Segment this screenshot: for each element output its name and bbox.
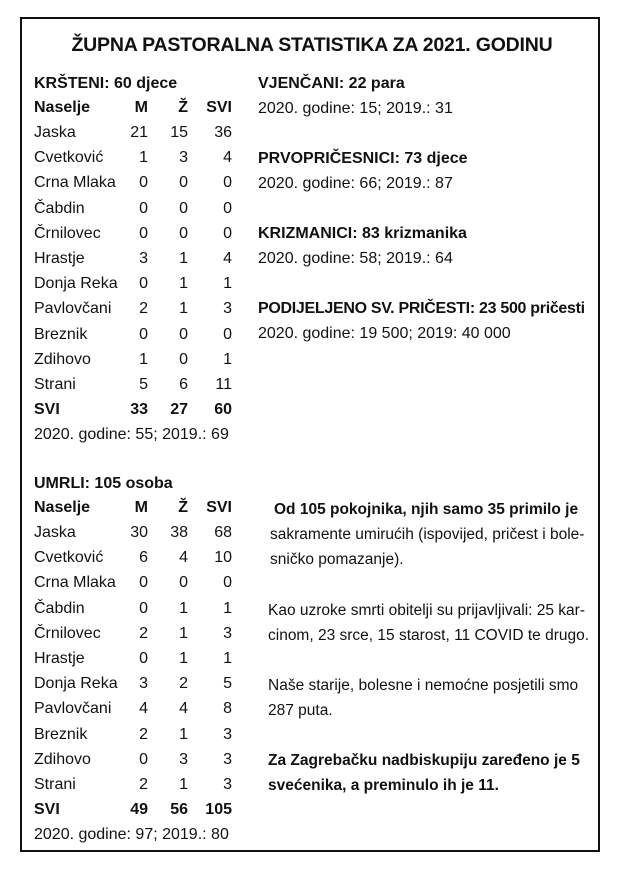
settlement-name: Strani [34,776,76,793]
note-priests-line1: Za Zagrebačku nadbiskupiju zaređeno je 5 [268,752,580,769]
count-m: 1 [139,350,148,368]
column-header: SVI [206,99,232,116]
count-z: 0 [179,350,188,368]
column-header: M [134,99,148,116]
note-sacraments-line1: Od 105 pokojnika, njih samo 35 primilo je [274,501,579,518]
count-z: 2 [179,675,188,693]
settlement-name: Crna Mlaka [34,574,116,592]
krizmanici-heading: KRIZMANICI: 83 krizmanika [258,225,467,242]
column-header: SVI [206,499,232,516]
count-m: 3 [139,250,148,267]
count-m: 0 [139,199,148,217]
count-z: 0 [179,199,188,217]
settlement-name: Donja Reka [34,275,118,293]
total-z: 27 [170,401,188,418]
count-svi: 68 [214,524,232,541]
count-svi: 36 [214,124,232,141]
count-svi: 5 [223,675,232,693]
count-svi: 1 [223,350,232,368]
settlement-name: Strani [34,376,76,393]
table-row [0,348,624,373]
count-m: 0 [139,574,148,592]
count-svi: 0 [223,325,232,343]
note-sacraments-line3: sničko pomazanje). [270,551,404,568]
krizmanici-previous: 2020. godine: 58; 2019.: 64 [258,250,453,267]
settlement-name: Cvetković [34,149,104,167]
umrli-heading: UMRLI: 105 osoba [34,475,173,492]
total-svi: 60 [214,401,232,418]
column-header: Naselje [34,499,91,516]
count-m: 2 [139,624,148,642]
table-row [0,121,624,146]
settlement-name: Breznik [34,325,88,343]
count-m: 0 [139,650,148,667]
note-visits-line1: Naše starije, bolesne i nemoćne posjetili smo [268,677,579,694]
krsteni-total-row [0,398,624,423]
count-z: 4 [179,549,188,567]
count-m: 0 [139,599,148,617]
count-z: 1 [179,650,188,667]
count-z: 4 [179,700,188,718]
settlement-name: Črnilovec [34,624,101,642]
total-svi: 105 [205,801,232,818]
count-m: 2 [139,725,148,743]
count-z: 1 [179,300,188,318]
count-z: 6 [179,376,188,393]
settlement-name: Breznik [34,725,88,743]
pricesti-heading: PODIJELJENO SV. PRIČESTI: 23 500 pričesti [258,300,585,317]
krsteni-heading: KRŠTENI: 60 djece [34,75,178,92]
count-svi: 4 [223,250,232,267]
count-m: 4 [139,700,148,718]
settlement-name: Jaska [34,124,76,141]
umrli-total-row [0,798,624,823]
pricesti-previous: 2020. godine: 19 500; 2019: 40 000 [258,325,511,342]
count-m: 21 [130,124,148,141]
note-causes-line2: cinom, 23 srce, 15 starost, 11 COVID te drugo. [268,627,590,644]
count-z: 1 [179,599,188,617]
krsteni-previous: 2020. godine: 55; 2019.: 69 [34,426,229,443]
count-svi: 1 [223,275,232,293]
column-header: Ž [178,99,188,116]
count-svi: 11 [215,376,232,393]
count-svi: 0 [223,199,232,217]
prvopricesnici-heading: PRVOPRIČESNICI: 73 djece [258,150,468,167]
count-svi: 0 [223,174,232,192]
count-m: 0 [139,174,148,192]
settlement-name: Hrastje [34,250,85,267]
vjencani-previous: 2020. godine: 15; 2019.: 31 [258,100,453,117]
count-svi: 10 [214,549,232,567]
settlement-name: Donja Reka [34,675,118,693]
note-sacraments-line2: sakramente umirućih (ispovijed, pričest i bole- [270,526,585,543]
table-row [0,571,624,596]
total-label: SVI [34,401,60,418]
table-row [0,647,624,672]
note-causes-line1: Kao uzroke smrti obitelji su prijavljivali: 25 kar- [268,602,586,619]
count-z: 15 [170,124,188,141]
count-z: 0 [179,224,188,242]
count-svi: 8 [223,700,232,718]
count-z: 3 [179,149,188,167]
table-row [0,373,624,398]
count-svi: 4 [223,149,232,167]
settlement-name: Zdihovo [34,750,91,768]
count-m: 2 [139,300,148,318]
table-row [0,197,624,222]
total-z: 56 [170,801,188,818]
settlement-name: Zdihovo [34,350,91,368]
count-m: 1 [139,149,148,167]
settlement-name: Čabdin [34,199,85,217]
count-m: 30 [130,524,148,541]
note-visits-line2: 287 puta. [268,702,333,719]
count-z: 0 [179,174,188,192]
count-m: 3 [139,675,148,693]
page-title: ŽUPNA PASTORALNA STATISTIKA ZA 2021. GODINU [71,34,553,56]
count-svi: 3 [223,725,232,743]
umrli-previous: 2020. godine: 97; 2019.: 80 [34,826,229,843]
total-m: 33 [130,401,148,418]
column-header: Naselje [34,99,91,116]
table-row [0,272,624,297]
count-z: 38 [170,524,188,541]
count-svi: 1 [223,650,232,667]
count-m: 0 [139,224,148,242]
count-svi: 1 [223,599,232,617]
settlement-name: Pavlovčani [34,300,112,318]
count-z: 1 [179,725,188,743]
count-m: 2 [139,776,148,793]
settlement-name: Cvetković [34,549,104,567]
count-svi: 3 [223,776,232,793]
settlement-name: Črnilovec [34,224,101,242]
count-svi: 3 [223,300,232,318]
prvopricesnici-previous: 2020. godine: 66; 2019.: 87 [258,175,453,192]
count-m: 6 [139,549,148,567]
count-z: 1 [179,624,188,642]
vjencani-heading: VJENČANI: 22 para [258,75,405,92]
count-svi: 0 [223,224,232,242]
count-z: 0 [179,574,188,592]
note-priests-line2: svećenika, a preminulo ih je 11. [268,777,499,794]
settlement-name: Hrastje [34,650,85,667]
settlement-name: Jaska [34,524,76,541]
count-m: 0 [139,325,148,343]
count-m: 0 [139,275,148,293]
total-label: SVI [34,801,60,818]
total-m: 49 [130,801,148,818]
count-svi: 3 [223,624,232,642]
count-z: 0 [179,325,188,343]
count-svi: 3 [223,750,232,768]
count-m: 5 [139,376,148,393]
count-m: 0 [139,750,148,768]
column-header: M [134,499,148,516]
count-z: 1 [179,275,188,293]
settlement-name: Crna Mlaka [34,174,116,192]
table-row [0,723,624,748]
count-svi: 0 [223,574,232,592]
count-z: 1 [179,776,188,793]
settlement-name: Čabdin [34,599,85,617]
count-z: 1 [179,250,188,267]
settlement-name: Pavlovčani [34,700,112,718]
column-header: Ž [178,499,188,516]
count-z: 3 [179,750,188,768]
